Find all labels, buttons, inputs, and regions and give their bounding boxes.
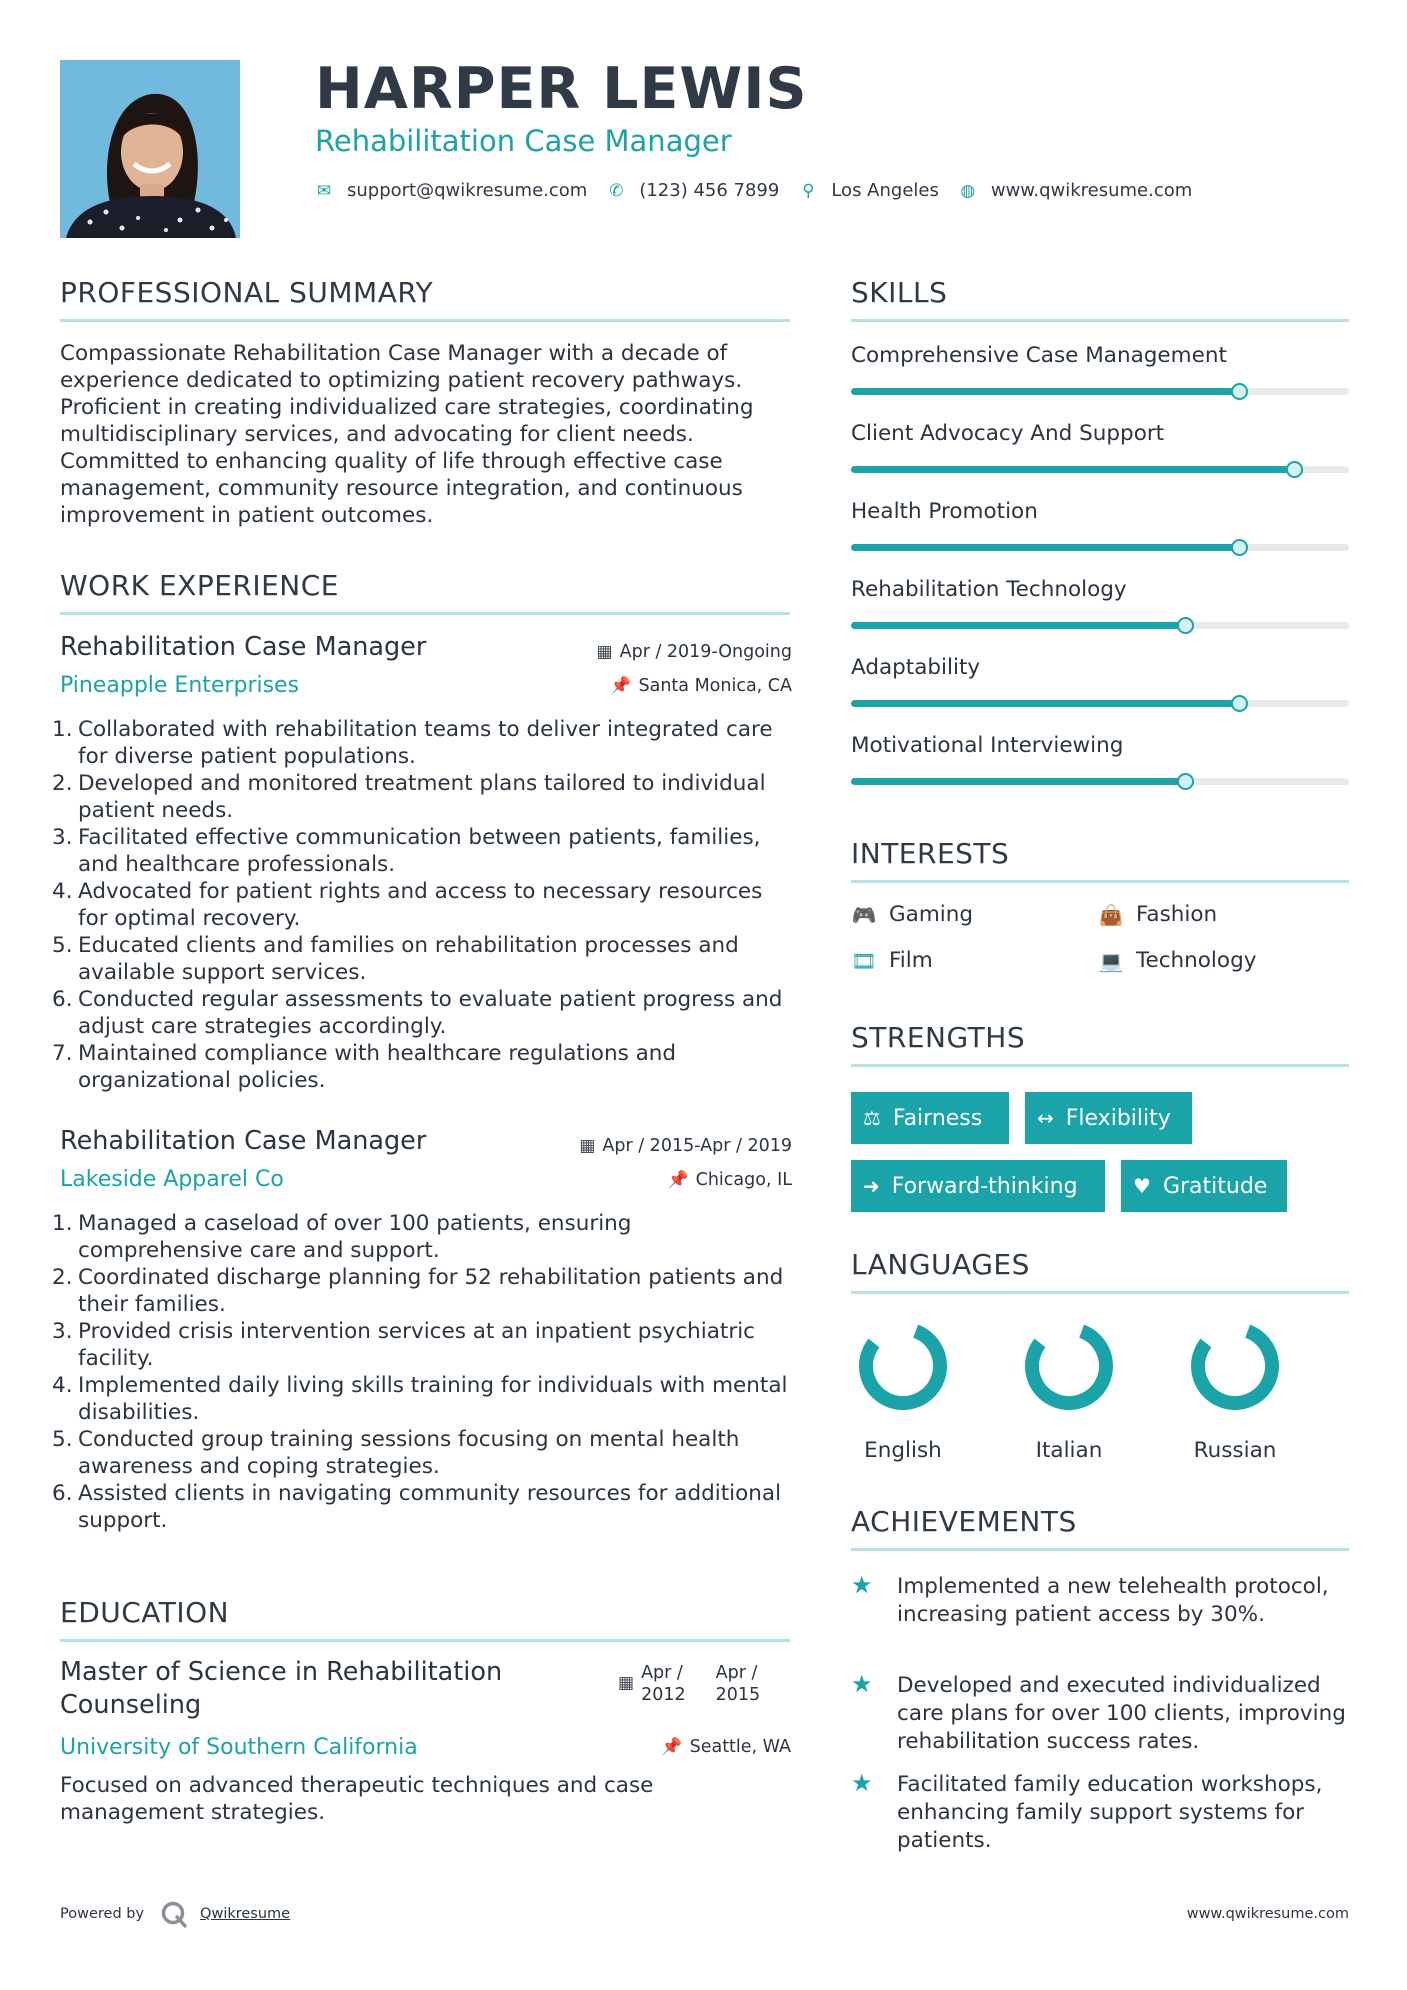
interest-item bbox=[1098, 948, 1256, 973]
strength-badge bbox=[1025, 1092, 1192, 1144]
education-start bbox=[641, 1662, 686, 1706]
strength-label: Gratitude bbox=[1162, 1173, 1268, 1199]
list-item: Developed and monitored treatment plans tailored to individual patient needs. bbox=[78, 771, 766, 823]
skill-bar bbox=[851, 778, 1349, 785]
education-heading: EDUCATION bbox=[60, 1596, 230, 1629]
skill-item bbox=[851, 421, 1349, 446]
skill-label: Adaptability bbox=[851, 655, 981, 680]
job-location bbox=[610, 676, 792, 696]
strengths-divider bbox=[851, 1064, 1349, 1067]
education-degree: Master of Science in Rehabilitation Counseling bbox=[60, 1657, 503, 1720]
skill-bar-knob bbox=[1286, 461, 1303, 478]
skill-bar-fill bbox=[851, 700, 1239, 707]
brand-link[interactable]: Qwikresume bbox=[200, 1906, 291, 1922]
qwikresume-logo-icon bbox=[160, 1900, 188, 1928]
list-item: Provided crisis intervention services at an inpatient psychiatric facility. bbox=[78, 1319, 755, 1371]
skill-label: Motivational Interviewing bbox=[851, 733, 1124, 758]
contact-website[interactable]: www.qwikresume.com bbox=[990, 180, 1193, 201]
skill-item bbox=[851, 343, 1349, 368]
job-dates bbox=[597, 642, 792, 662]
shooting-star-icon: ★ bbox=[851, 1670, 873, 1698]
skills-heading: SKILLS bbox=[851, 276, 948, 309]
education-end bbox=[716, 1662, 761, 1706]
interest-item bbox=[851, 902, 973, 927]
contact-email[interactable]: support@qwikresume.com bbox=[347, 180, 588, 201]
gamepad-icon: 🎮 bbox=[851, 902, 877, 927]
list-item: Conducted group training sessions focusing on mental health awareness and coping strategies. bbox=[78, 1427, 740, 1479]
globe-icon: ◍ bbox=[960, 180, 976, 201]
languages-divider bbox=[851, 1291, 1349, 1294]
education-end-year: 2015 bbox=[715, 1685, 761, 1705]
achievements-heading: ACHIEVEMENTS bbox=[851, 1505, 1077, 1538]
list-item: Facilitated effective communication between patients, families, and healthcare professionals. bbox=[78, 825, 761, 877]
interests-heading: INTERESTS bbox=[851, 837, 1010, 870]
language-label: Russian bbox=[1193, 1438, 1277, 1463]
footer-url[interactable]: www.qwikresume.com bbox=[1186, 1906, 1349, 1922]
language-item bbox=[848, 1318, 958, 1463]
education-dates bbox=[618, 1662, 790, 1706]
education-school: University of Southern California bbox=[60, 1735, 418, 1760]
experience-heading: WORK EXPERIENCE bbox=[60, 569, 339, 602]
language-ring bbox=[1187, 1318, 1283, 1414]
skill-bar bbox=[851, 466, 1349, 473]
education-start-month: Apr / bbox=[641, 1663, 683, 1683]
summary-text: Compassionate Rehabilitation Case Manager with a decade of experience dedicated to optimizing patient recovery pathways. Proficient in creating individualized care strategies, coordinating multidisciplinary services, and advocating for client needs. Committed to enhancing quality of life through effective case management, community resource integration, and continuous improvement in patient outcomes. bbox=[60, 341, 754, 528]
skill-bar bbox=[851, 388, 1349, 395]
skills-divider bbox=[851, 319, 1349, 322]
strength-label: Fairness bbox=[892, 1105, 983, 1131]
skill-label: Client Advocacy And Support bbox=[851, 421, 1165, 446]
shooting-star-icon: ★ bbox=[851, 1769, 873, 1797]
skill-item bbox=[851, 733, 1349, 758]
education-start-year: 2012 bbox=[641, 1685, 686, 1705]
balance-scale-icon: ⚖ bbox=[863, 1106, 881, 1130]
film-icon: 🎞 bbox=[851, 948, 877, 973]
skill-bar-fill bbox=[851, 778, 1185, 785]
education-divider bbox=[60, 1639, 790, 1642]
job-location-text: Santa Monica, CA bbox=[638, 676, 792, 696]
pushpin-icon: 📌 bbox=[661, 1737, 683, 1757]
skill-bar-fill bbox=[851, 388, 1239, 395]
job-duties bbox=[60, 716, 795, 1094]
strengths-heading: STRENGTHS bbox=[851, 1021, 1026, 1054]
languages-heading: LANGUAGES bbox=[851, 1248, 1030, 1281]
calendar-icon: ▦ bbox=[618, 1673, 635, 1693]
calendar-icon: ▦ bbox=[596, 642, 613, 662]
interest-item bbox=[851, 948, 933, 973]
skill-bar bbox=[851, 544, 1349, 551]
job-company: Lakeside Apparel Co bbox=[60, 1167, 284, 1192]
achievement-text: Facilitated family education workshops, enhancing family support systems for patients. bbox=[897, 1772, 1323, 1853]
interest-label: Gaming bbox=[889, 902, 974, 927]
job-title: Rehabilitation Case Manager bbox=[60, 1126, 427, 1156]
skill-bar-fill bbox=[851, 544, 1239, 551]
language-label: English bbox=[864, 1438, 942, 1463]
skill-label: Health Promotion bbox=[851, 499, 1038, 524]
job-dates-text: Apr / 2015-Apr / 2019 bbox=[602, 1136, 792, 1156]
job-duties bbox=[60, 1210, 795, 1534]
list-item: Advocated for patient rights and access to necessary resources for optimal recovery. bbox=[78, 879, 763, 931]
job-location-text: Chicago, IL bbox=[695, 1170, 792, 1190]
language-item bbox=[1014, 1318, 1124, 1463]
job-entry bbox=[60, 1126, 792, 1533]
candidate-title: Rehabilitation Case Manager bbox=[315, 124, 732, 158]
skill-label: Comprehensive Case Management bbox=[851, 343, 1227, 368]
skill-bar-knob bbox=[1177, 773, 1194, 790]
language-item bbox=[1180, 1318, 1290, 1463]
job-dates bbox=[579, 1136, 792, 1156]
powered-by-label: Powered by bbox=[60, 1906, 145, 1922]
summary-divider bbox=[60, 319, 790, 322]
language-ring bbox=[1021, 1318, 1117, 1414]
arrows-horizontal-icon: ↔ bbox=[1037, 1106, 1054, 1130]
skill-label: Rehabilitation Technology bbox=[851, 577, 1127, 602]
pushpin-icon: 📌 bbox=[667, 1170, 689, 1190]
achievement-text: Developed and executed individualized care plans for over 100 clients, improving rehabilitation success rates. bbox=[897, 1673, 1346, 1754]
profile-photo bbox=[60, 60, 240, 238]
experience-divider bbox=[60, 612, 790, 615]
skill-bar-fill bbox=[851, 466, 1294, 473]
language-label: Italian bbox=[1035, 1438, 1103, 1463]
heart-icon: ♥ bbox=[1133, 1174, 1151, 1198]
strength-badge bbox=[1121, 1160, 1287, 1212]
achievement-item bbox=[851, 1672, 1351, 1756]
job-entry bbox=[60, 632, 792, 1093]
job-dates-text: Apr / 2019-Ongoing bbox=[619, 642, 792, 662]
strength-badge bbox=[851, 1092, 1009, 1144]
pushpin-icon: 📌 bbox=[610, 676, 632, 696]
list-item: Conducted regular assessments to evaluate patient progress and adjust care strategies accordingly. bbox=[78, 987, 783, 1039]
interests-divider bbox=[851, 880, 1349, 883]
summary-heading: PROFESSIONAL SUMMARY bbox=[60, 276, 434, 309]
education-location-text: Seattle, WA bbox=[689, 1737, 791, 1757]
skill-item bbox=[851, 499, 1349, 524]
list-item: Collaborated with rehabilitation teams to deliver integrated care for diverse patient populations. bbox=[78, 717, 773, 769]
language-ring bbox=[855, 1318, 951, 1414]
map-pin-icon: ⚲ bbox=[802, 180, 815, 201]
candidate-name: HARPER LEWIS bbox=[315, 56, 808, 122]
interest-label: Film bbox=[889, 948, 933, 973]
arrow-right-icon: ➜ bbox=[863, 1174, 880, 1198]
achievement-item bbox=[851, 1573, 1351, 1629]
skill-bar-knob bbox=[1177, 617, 1194, 634]
skill-bar bbox=[851, 700, 1349, 707]
list-item: Assisted clients in navigating community resources for additional support. bbox=[78, 1481, 782, 1533]
list-item: Implemented daily living skills training for individuals with mental disabilities. bbox=[78, 1373, 788, 1425]
list-item: Managed a caseload of over 100 patients, ensuring comprehensive care and support. bbox=[78, 1211, 632, 1263]
education-description: Focused on advanced therapeutic techniques and case management strategies. bbox=[60, 1773, 654, 1825]
list-item: Educated clients and families on rehabilitation processes and available support services. bbox=[78, 933, 739, 985]
laptop-icon: 💻 bbox=[1098, 948, 1124, 973]
interest-label: Technology bbox=[1136, 948, 1257, 973]
achievements-divider bbox=[851, 1548, 1349, 1551]
education-end-month: Apr / bbox=[715, 1663, 758, 1683]
skill-bar bbox=[851, 622, 1349, 629]
education-location bbox=[661, 1737, 791, 1757]
strength-label: Flexibility bbox=[1065, 1105, 1171, 1131]
list-item: Maintained compliance with healthcare regulations and organizational policies. bbox=[78, 1041, 677, 1093]
job-title: Rehabilitation Case Manager bbox=[60, 632, 427, 662]
strength-badge bbox=[851, 1160, 1105, 1212]
skill-bar-knob bbox=[1231, 383, 1248, 400]
achievement-text: Implemented a new telehealth protocol, increasing patient access by 30%. bbox=[897, 1574, 1329, 1627]
skill-bar-fill bbox=[851, 622, 1185, 629]
interest-item bbox=[1098, 902, 1217, 927]
job-company: Pineapple Enterprises bbox=[60, 673, 300, 698]
contact-phone[interactable]: (123) 456 7899 bbox=[639, 180, 780, 201]
strength-label: Forward-thinking bbox=[891, 1173, 1078, 1199]
job-location bbox=[667, 1170, 792, 1190]
skill-bar-knob bbox=[1231, 695, 1248, 712]
envelope-icon: ✉ bbox=[316, 180, 332, 201]
skill-bar-knob bbox=[1231, 539, 1248, 556]
skill-item bbox=[851, 655, 1349, 680]
contact-bar bbox=[315, 180, 1212, 201]
calendar-icon: ▦ bbox=[579, 1136, 596, 1156]
skill-item bbox=[851, 577, 1349, 602]
list-item: Coordinated discharge planning for 52 rehabilitation patients and their families. bbox=[78, 1265, 784, 1317]
shooting-star-icon: ★ bbox=[851, 1571, 873, 1599]
achievement-item bbox=[851, 1771, 1351, 1855]
shopping-bag-icon: 👜 bbox=[1098, 902, 1124, 927]
footer-powered-by bbox=[60, 1900, 290, 1928]
interest-label: Fashion bbox=[1136, 902, 1218, 927]
phone-icon: ✆ bbox=[609, 180, 624, 201]
contact-location: Los Angeles bbox=[831, 180, 939, 201]
